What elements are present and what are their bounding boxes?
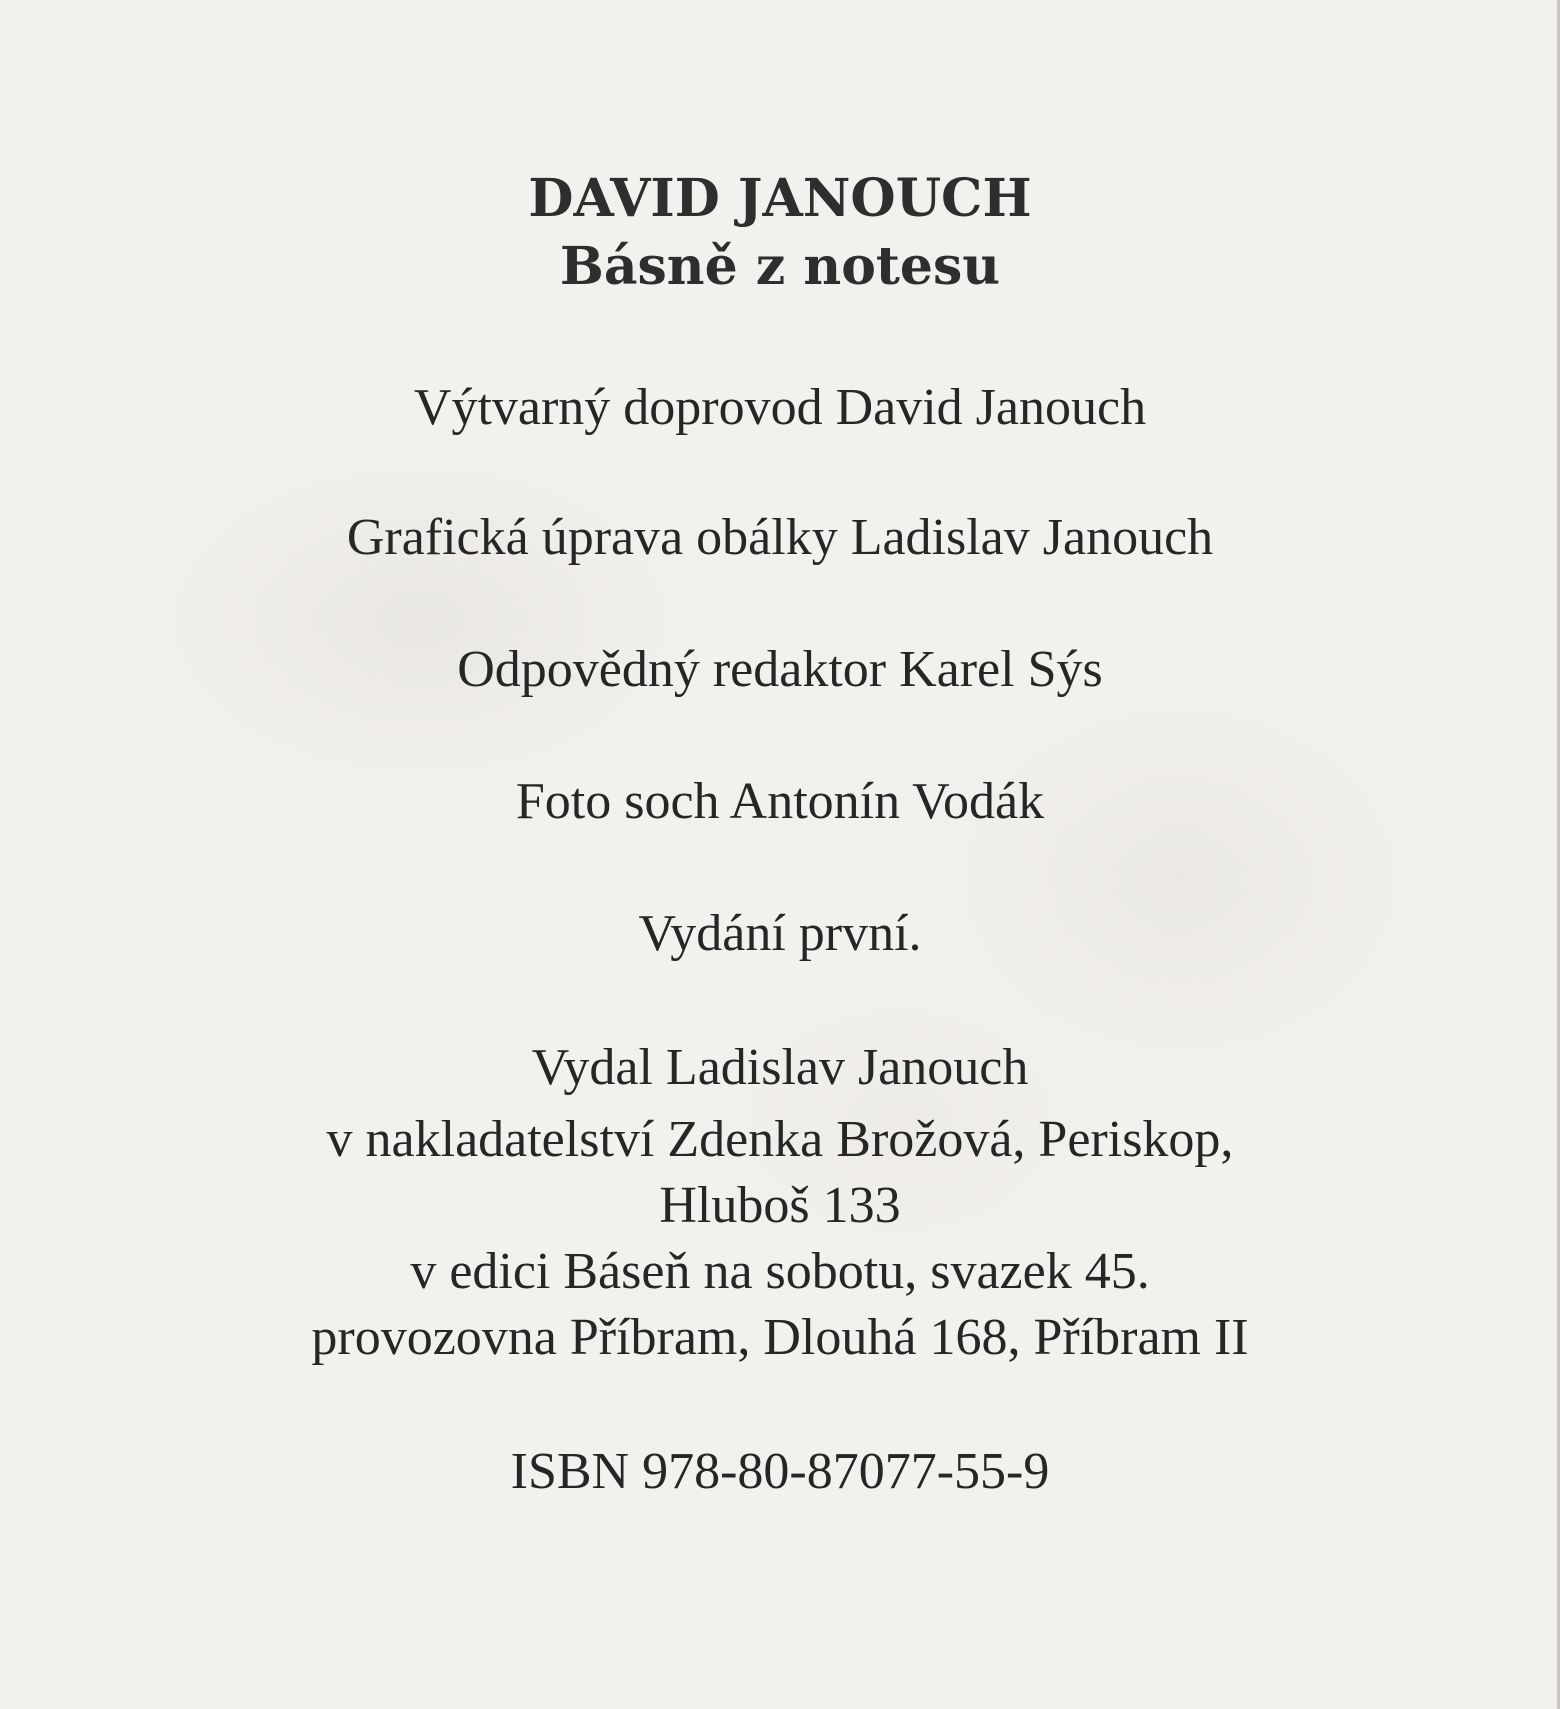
edition-note: Vydání první. — [638, 905, 922, 962]
credit-cover-design: Grafická úprava obálky Ladislav Janouch — [346, 509, 1214, 566]
publisher-line: v nakladatelství Zdenka Brožová, Periskop, — [326, 1111, 1234, 1168]
credit-illustration: Výtvarný doprovod David Janouch — [413, 379, 1147, 436]
isbn: ISBN 978-80-87077-55-9 — [510, 1443, 1050, 1500]
publisher-line: Vydal Ladislav Janouch — [531, 1039, 1029, 1096]
publisher-line: v edici Báseň na sobotu, svazek 45. — [410, 1243, 1150, 1300]
credit-editor: Odpovědný redaktor Karel Sýs — [457, 641, 1103, 698]
publisher-line: provozovna Příbram, Dlouhá 168, Příbram II — [311, 1309, 1249, 1366]
book-title: Básně z notesu — [559, 236, 1001, 297]
publisher-line: Hluboš 133 — [659, 1177, 901, 1234]
author-name: DAVID JANOUCH — [528, 168, 1032, 229]
credit-photo: Foto soch Antonín Vodák — [515, 773, 1045, 830]
